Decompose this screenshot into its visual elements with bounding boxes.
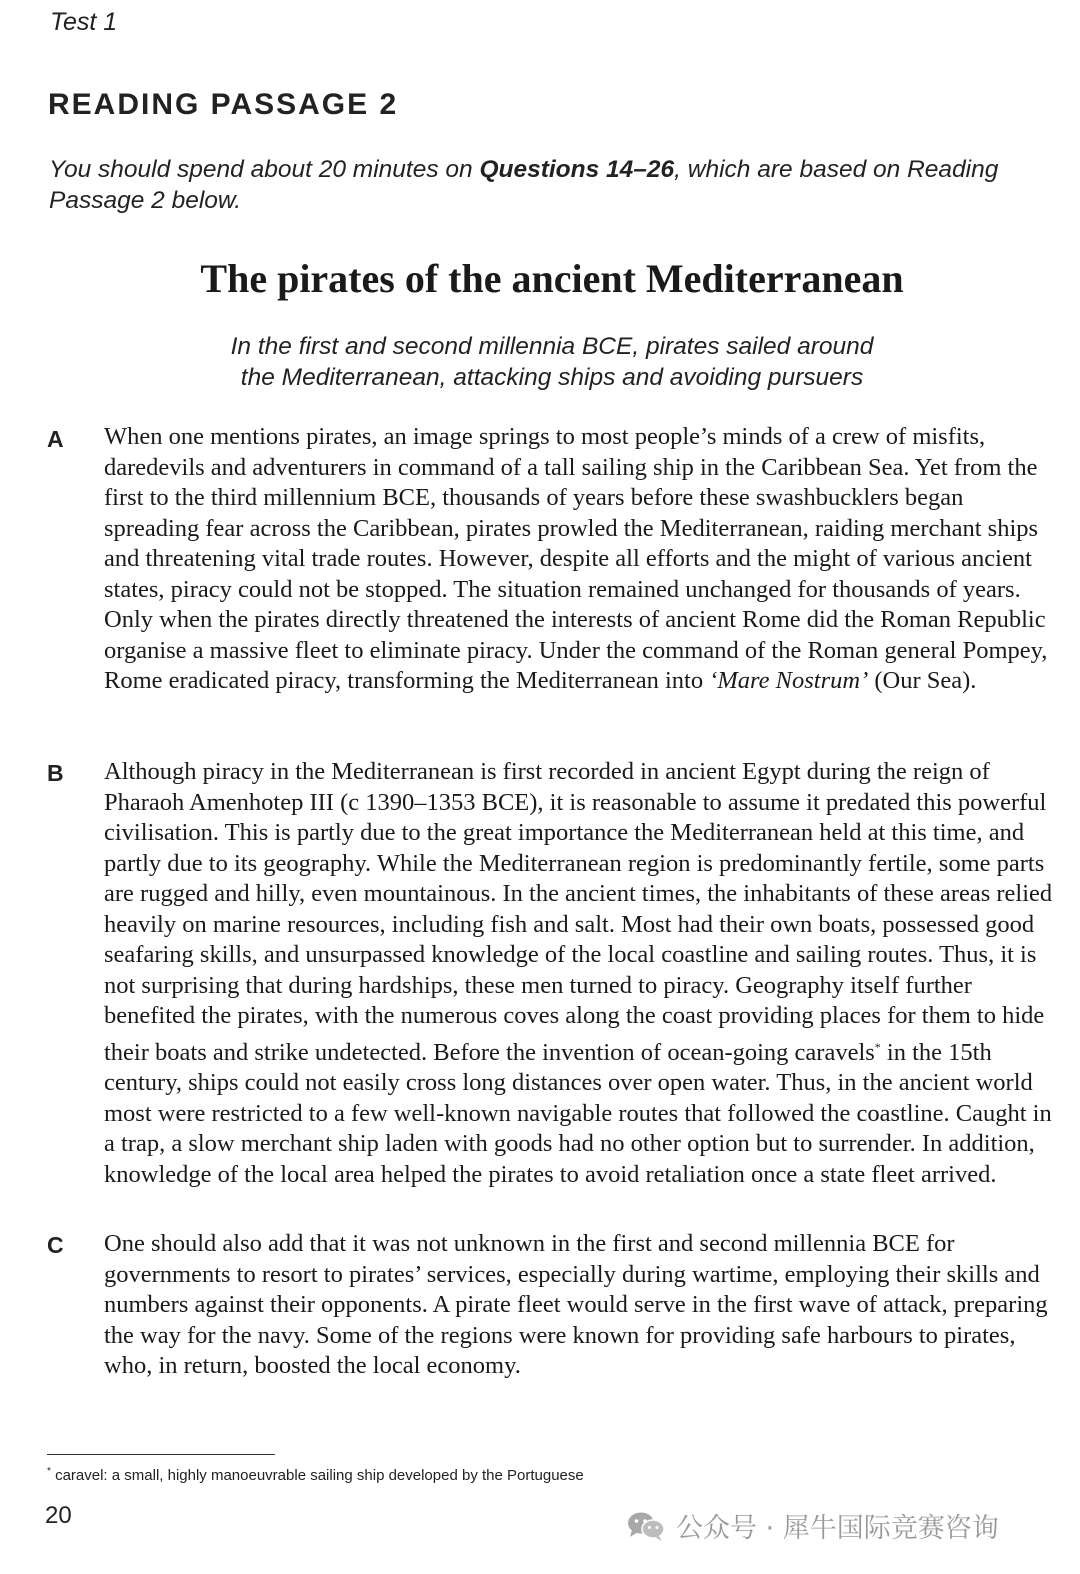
paragraph-a-tail: (Our Sea). [868, 667, 977, 694]
instruction-after: , which are based on Reading Passage 2 below. [49, 156, 999, 214]
paragraph-b-text: Although piracy in the Mediterranean is first recorded in ancient Egypt during the reign of Pharaoh Amenhotep III (c 1390–1353 BCE), it is reasonable to assume it predated this powerful civilisation. This is partly due to the great importance the Mediterranean held at this time, and partly due to its geography. While the Mediterranean region is predominantly fertile, some parts are rugged and hilly, even mountainous. In the ancient times, the inhabitants of these areas relied heavily on marine resources, including fish and salt. Most had their own boats, possessed good seafaring skills, and unsurpassed knowledge of the local coastline and sailing routes. Thus, it is not surprising that during hardships, these men turned to piracy. Geography itself further benefited the pirates, with the numerous coves along the coast providing places for them to hide their boats and strike undetected. Before the invention of ocean-going caravels [104, 758, 1053, 1066]
paragraph-a-letter: A [47, 426, 64, 452]
article-title: The pirates of the ancient Mediterranean [200, 256, 904, 301]
footnote-divider [47, 1454, 275, 1455]
caravel-footnote-marker: * [874, 1039, 881, 1054]
footnote-marker: * [47, 1466, 51, 1477]
instruction-text [49, 154, 1049, 216]
paragraph-a-text: When one mentions pirates, an image springs to most people’s minds of a crew of misfits, daredevils and adventurers in command of a tall sailing ship in the Caribbean Sea. Yet from the first to the third millennium BCE, thousands of years before these swashbucklers began spreading fear across the Caribbean, pirates prowled the Mediterranean, raiding merchant ships and threatening vital trade routes. However, despite all efforts and the might of various ancient states, piracy could not be stopped. The situation remained unchanged for thousands of years. Only when the pirates directly threatened the interests of ancient Rome did the Roman Republic organise a massive fleet to eliminate piracy. Under the command of the Roman general Pompey, Rome eradicated piracy, transforming the Mediterranean into [104, 423, 1048, 694]
paragraph-b-tail: in the 15th century, ships could not easily cross long distances over open water. Thus, in the ancient world most were restricted to a few well-known navigable routes that followed the coastline. Caught in a trap, a slow merchant ship laden with goods had no other option but to surrender. In addition, knowledge of the local area helped the pirates to avoid retaliation once a state fleet arrived. [104, 1038, 1052, 1188]
subtitle-line-1: In the first and second millennia BCE, pirates sailed around [230, 333, 874, 360]
passage-heading: READING PASSAGE 2 [48, 88, 399, 121]
paragraph-b [104, 757, 1059, 1190]
article-subtitle [0, 331, 1080, 393]
footnote [47, 1466, 584, 1484]
paragraph-c-text: One should also add that it was not unknown in the first and second millennia BCE for governments to resort to pirates’ services, especially during wartime, employing their skills and numbers against their opponents. A pirate fleet would serve in the first wave of attack, preparing the way for the navy. Some of the regions were known for providing safe harbours to pirates, who, in return, boosted the local economy. [104, 1230, 1048, 1379]
paragraph-c-letter: C [47, 1232, 64, 1258]
paragraph-a [104, 422, 1059, 697]
footnote-text: caravel: a small, highly manoeuvrable sailing ship developed by the Portuguese [50, 1467, 584, 1484]
page-number: 20 [45, 1502, 72, 1529]
test-label: Test 1 [50, 8, 118, 36]
paragraph-b-letter: B [47, 760, 64, 786]
instruction-before: You should spend about 20 minutes on [49, 156, 480, 183]
paragraph-c [104, 1229, 1059, 1382]
wechat-icon [626, 1510, 666, 1542]
watermark [626, 1506, 999, 1545]
watermark-text: 公众号 · 犀牛国际竞赛咨询 [676, 1513, 999, 1544]
paragraph-a-italic: ‘Mare Nostrum’ [709, 667, 869, 694]
instruction-questions: Questions 14–26 [479, 156, 675, 183]
subtitle-line-2: the Mediterranean, attacking ships and avoiding pursuers [240, 364, 864, 391]
